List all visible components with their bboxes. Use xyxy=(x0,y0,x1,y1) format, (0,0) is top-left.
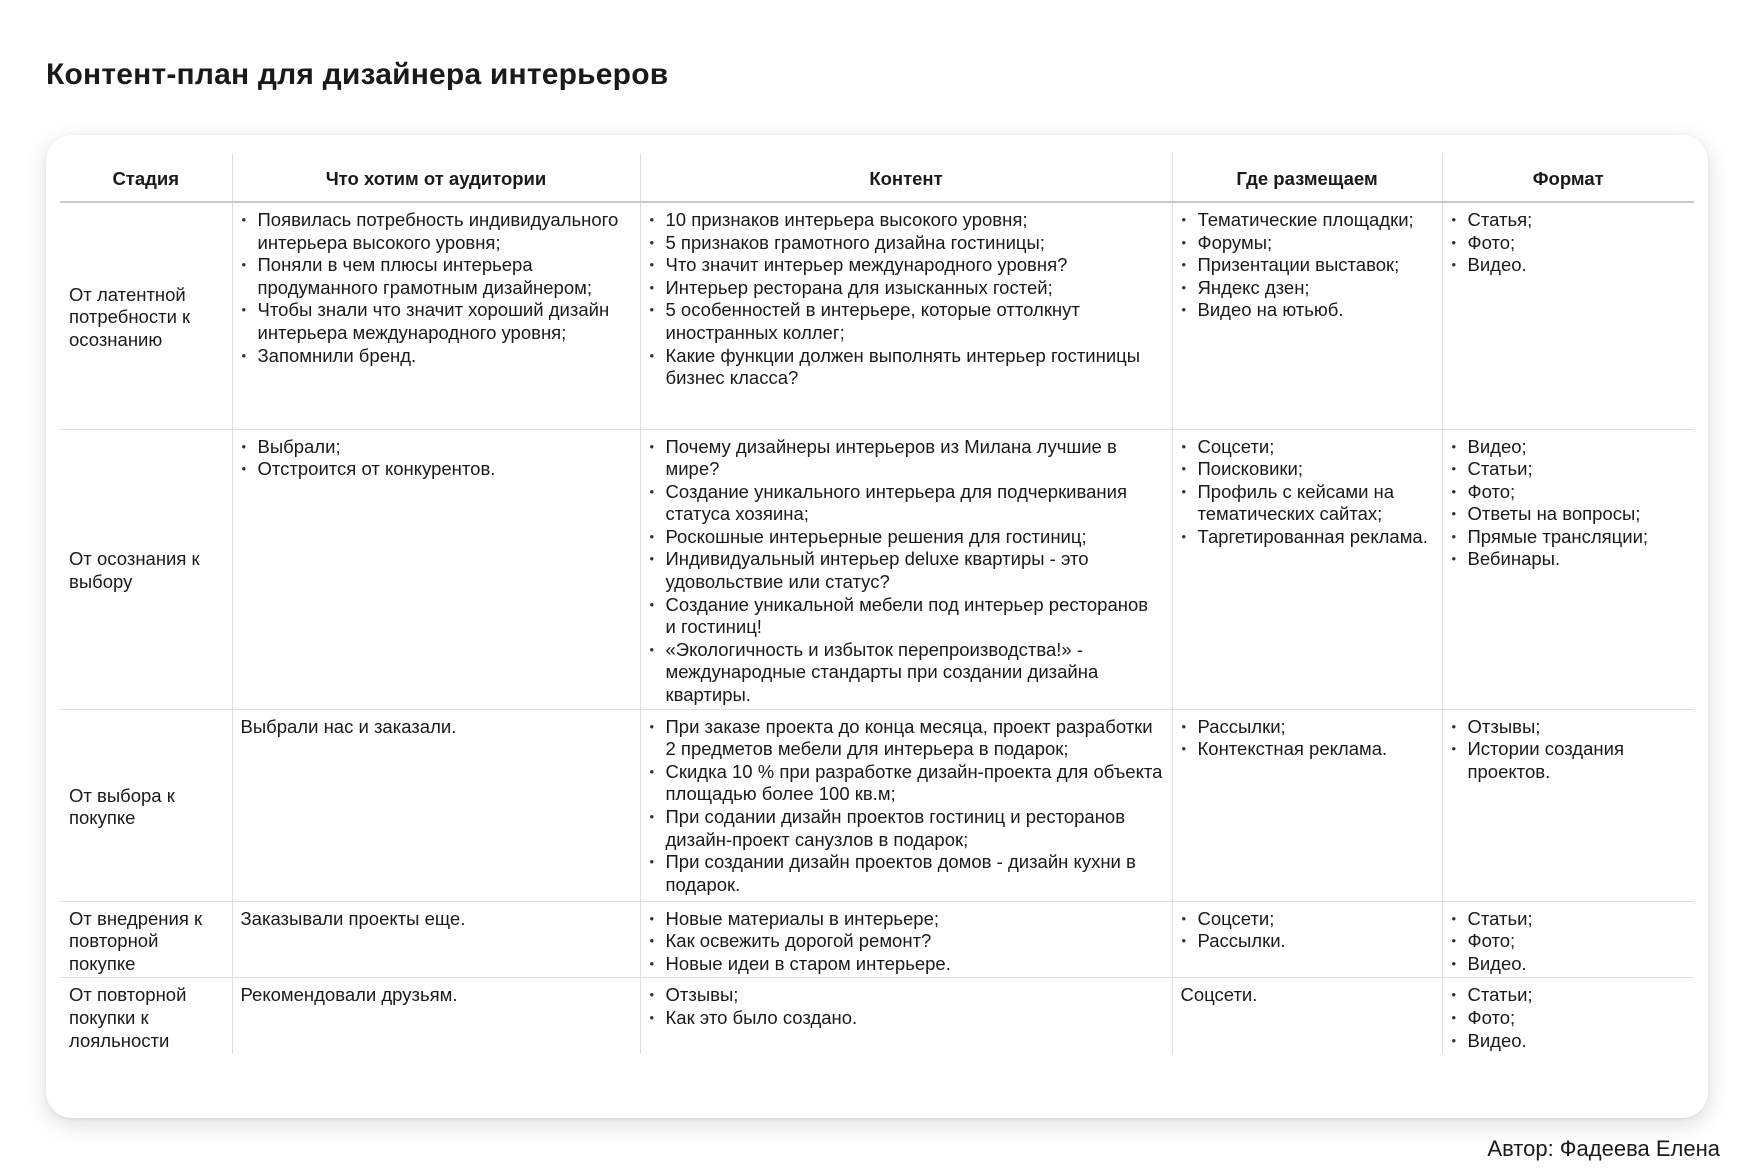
list-item: • 10 признаков интерьера высокого уровня; xyxy=(649,209,1164,232)
format-list xyxy=(1451,209,1687,277)
list-item: • Как это было создано. xyxy=(649,1007,1164,1030)
list-item: • Скидка 10 % при разработке дизайн-проекта для объекта площадью более 100 кв.м; xyxy=(649,761,1164,806)
list-item: • Какие функции должен выполнять интерьер гостиницы бизнес класса? xyxy=(649,345,1164,390)
stage-cell: От выбора к покупке xyxy=(60,709,232,901)
list-item: • Фото; xyxy=(1451,481,1687,504)
format-list xyxy=(1451,908,1687,976)
content-cell xyxy=(640,202,1172,429)
list-item: • Рассылки; xyxy=(1181,716,1434,739)
audience-text: Выбрали нас и заказали. xyxy=(240,715,457,737)
list-item: • Соцсети; xyxy=(1181,436,1434,459)
format-cell xyxy=(1442,978,1694,1054)
list-item: • Видео. xyxy=(1451,1030,1687,1053)
audience-text: Заказывали проекты еще. xyxy=(240,907,466,929)
content-plan-table xyxy=(60,153,1694,1054)
stage-cell: От латентной потребности к осознанию xyxy=(69,283,191,351)
format-list xyxy=(1451,984,1687,1052)
stage-cell: От осознания к выбору xyxy=(60,429,232,709)
list-item: • Статьи; xyxy=(1451,458,1687,481)
list-item: • Отзывы; xyxy=(649,984,1164,1007)
list-item: • Статьи; xyxy=(1451,908,1687,931)
column-header-stage: Стадия xyxy=(60,153,232,202)
list-item: • Яндекс дзен; xyxy=(1181,277,1434,300)
format-cell xyxy=(1442,202,1694,429)
list-item: • Фото; xyxy=(1451,930,1687,953)
column-header-content: Контент xyxy=(640,153,1172,202)
placement-cell xyxy=(1172,709,1442,901)
placement-cell xyxy=(1172,202,1442,429)
audience-list xyxy=(241,209,632,367)
audience-cell xyxy=(232,429,640,709)
list-item: • Поисковики; xyxy=(1181,458,1434,481)
placement-list xyxy=(1181,436,1434,549)
format-cell xyxy=(1442,901,1694,978)
list-item: • Появилась потребность индивидуального интерьера высокого уровня; xyxy=(241,209,632,254)
list-item: • Что значит интерьер международного уровня? xyxy=(649,254,1164,277)
list-item: • 5 особенностей в интерьере, которые оттолкнут иностранных коллег; xyxy=(649,299,1164,344)
content-plan-card xyxy=(46,135,1708,1118)
content-cell xyxy=(640,901,1172,978)
table-row xyxy=(60,202,1694,429)
list-item: • Запомнили бренд. xyxy=(241,345,632,368)
list-item: • Выбрали; xyxy=(241,436,632,459)
list-item: • Фото; xyxy=(1451,1007,1687,1030)
placement-list xyxy=(1181,908,1434,953)
content-list xyxy=(649,436,1164,707)
list-item: • Создание уникальной мебели под интерьер ресторанов и гостиниц! xyxy=(649,594,1164,639)
page-title: Контент-план для дизайнера интерьеров xyxy=(46,58,669,91)
format-list xyxy=(1451,716,1687,784)
stage-cell: От повторной покупки к лояльности xyxy=(60,978,232,1054)
list-item: • «Экологичность и избыток перепроизводства!» - международные стандарты при создании дизайна квартиры. xyxy=(649,639,1164,707)
column-header-format: Формат xyxy=(1442,153,1694,202)
list-item: • Роскошные интерьерные решения для гостиниц; xyxy=(649,526,1164,549)
table-row xyxy=(60,901,1694,978)
content-cell xyxy=(640,429,1172,709)
list-item: • При содании дизайн проектов гостиниц и ресторанов дизайн-проект санузлов в подарок; xyxy=(649,806,1164,851)
audience-text: Рекомендовали друзьям. xyxy=(240,984,458,1006)
list-item: • При заказе проекта до конца месяца, проект разработки 2 предметов мебели для интерьера в подарок; xyxy=(649,716,1164,761)
format-cell xyxy=(1442,429,1694,709)
content-cell xyxy=(640,709,1172,901)
table-row xyxy=(60,978,1694,1054)
list-item: • 5 признаков грамотного дизайна гостиницы; xyxy=(649,232,1164,255)
content-list xyxy=(649,209,1164,390)
placement-text: Соцсети. xyxy=(1180,984,1258,1006)
list-item: • Создание уникального интерьера для подчеркивания статуса хозяина; xyxy=(649,481,1164,526)
content-cell xyxy=(640,978,1172,1054)
content-list xyxy=(649,908,1164,976)
list-item: • Статьи; xyxy=(1451,984,1687,1007)
list-item: • Призентации выставок; xyxy=(1181,254,1434,277)
list-item: • Таргетированная реклама. xyxy=(1181,526,1434,549)
list-item: • Новые материалы в интерьере; xyxy=(649,908,1164,931)
audience-cell xyxy=(232,901,640,978)
list-item: • Чтобы знали что значит хороший дизайн интерьера международного уровня; xyxy=(241,299,632,344)
list-item: • Вебинары. xyxy=(1451,548,1687,571)
placement-cell xyxy=(1172,978,1442,1054)
list-item: • Тематические площадки; xyxy=(1181,209,1434,232)
audience-cell xyxy=(232,202,640,429)
list-item: • Как освежить дорогой ремонт? xyxy=(649,930,1164,953)
list-item: • Видео; xyxy=(1451,436,1687,459)
table-header-row xyxy=(60,153,1694,202)
audience-cell xyxy=(232,978,640,1054)
placement-list xyxy=(1181,209,1434,322)
stage-cell: От внедрения к повторной покупке xyxy=(60,901,232,978)
list-item: • Поняли в чем плюсы интерьера продуманного грамотным дизайнером; xyxy=(241,254,632,299)
column-header-audience: Что хотим от аудитории xyxy=(232,153,640,202)
format-cell xyxy=(1442,709,1694,901)
list-item: • Видео. xyxy=(1451,254,1687,277)
audience-cell xyxy=(232,709,640,901)
audience-list xyxy=(241,436,632,481)
placement-cell xyxy=(1172,901,1442,978)
list-item: • Профиль с кейсами на тематических сайтах; xyxy=(1181,481,1434,526)
content-list xyxy=(649,984,1164,1029)
list-item: • Форумы; xyxy=(1181,232,1434,255)
list-item: • Почему дизайнеры интерьеров из Милана лучшие в мире? xyxy=(649,436,1164,481)
placement-cell xyxy=(1172,429,1442,709)
table-row xyxy=(60,429,1694,709)
list-item: • Статья; xyxy=(1451,209,1687,232)
column-header-placement: Где размещаем xyxy=(1172,153,1442,202)
content-list xyxy=(649,716,1164,897)
list-item: • Фото; xyxy=(1451,232,1687,255)
list-item: • При создании дизайн проектов домов - дизайн кухни в подарок. xyxy=(649,851,1164,896)
list-item: • Индивидуальный интерьер deluxe квартиры - это удовольствие или статус? xyxy=(649,548,1164,593)
list-item: • Соцсети; xyxy=(1181,908,1434,931)
list-item: • Видео. xyxy=(1451,953,1687,976)
placement-list xyxy=(1181,716,1434,761)
author-credit: Автор: Фадеева Елена xyxy=(1487,1136,1720,1161)
list-item: • Контекстная реклама. xyxy=(1181,738,1434,761)
list-item: • Новые идеи в старом интерьере. xyxy=(649,953,1164,976)
list-item: • Видео на ютьюб. xyxy=(1181,299,1434,322)
list-item: • Интерьер ресторана для изысканных гостей; xyxy=(649,277,1164,300)
table-row xyxy=(60,709,1694,901)
list-item: • Отстроится от конкурентов. xyxy=(241,458,632,481)
list-item: • Отзывы; xyxy=(1451,716,1687,739)
format-list xyxy=(1451,436,1687,572)
list-item: • Рассылки. xyxy=(1181,930,1434,953)
list-item: • Ответы на вопросы; xyxy=(1451,503,1687,526)
list-item: • Истории создания проектов. xyxy=(1451,738,1687,783)
list-item: • Прямые трансляции; xyxy=(1451,526,1687,549)
